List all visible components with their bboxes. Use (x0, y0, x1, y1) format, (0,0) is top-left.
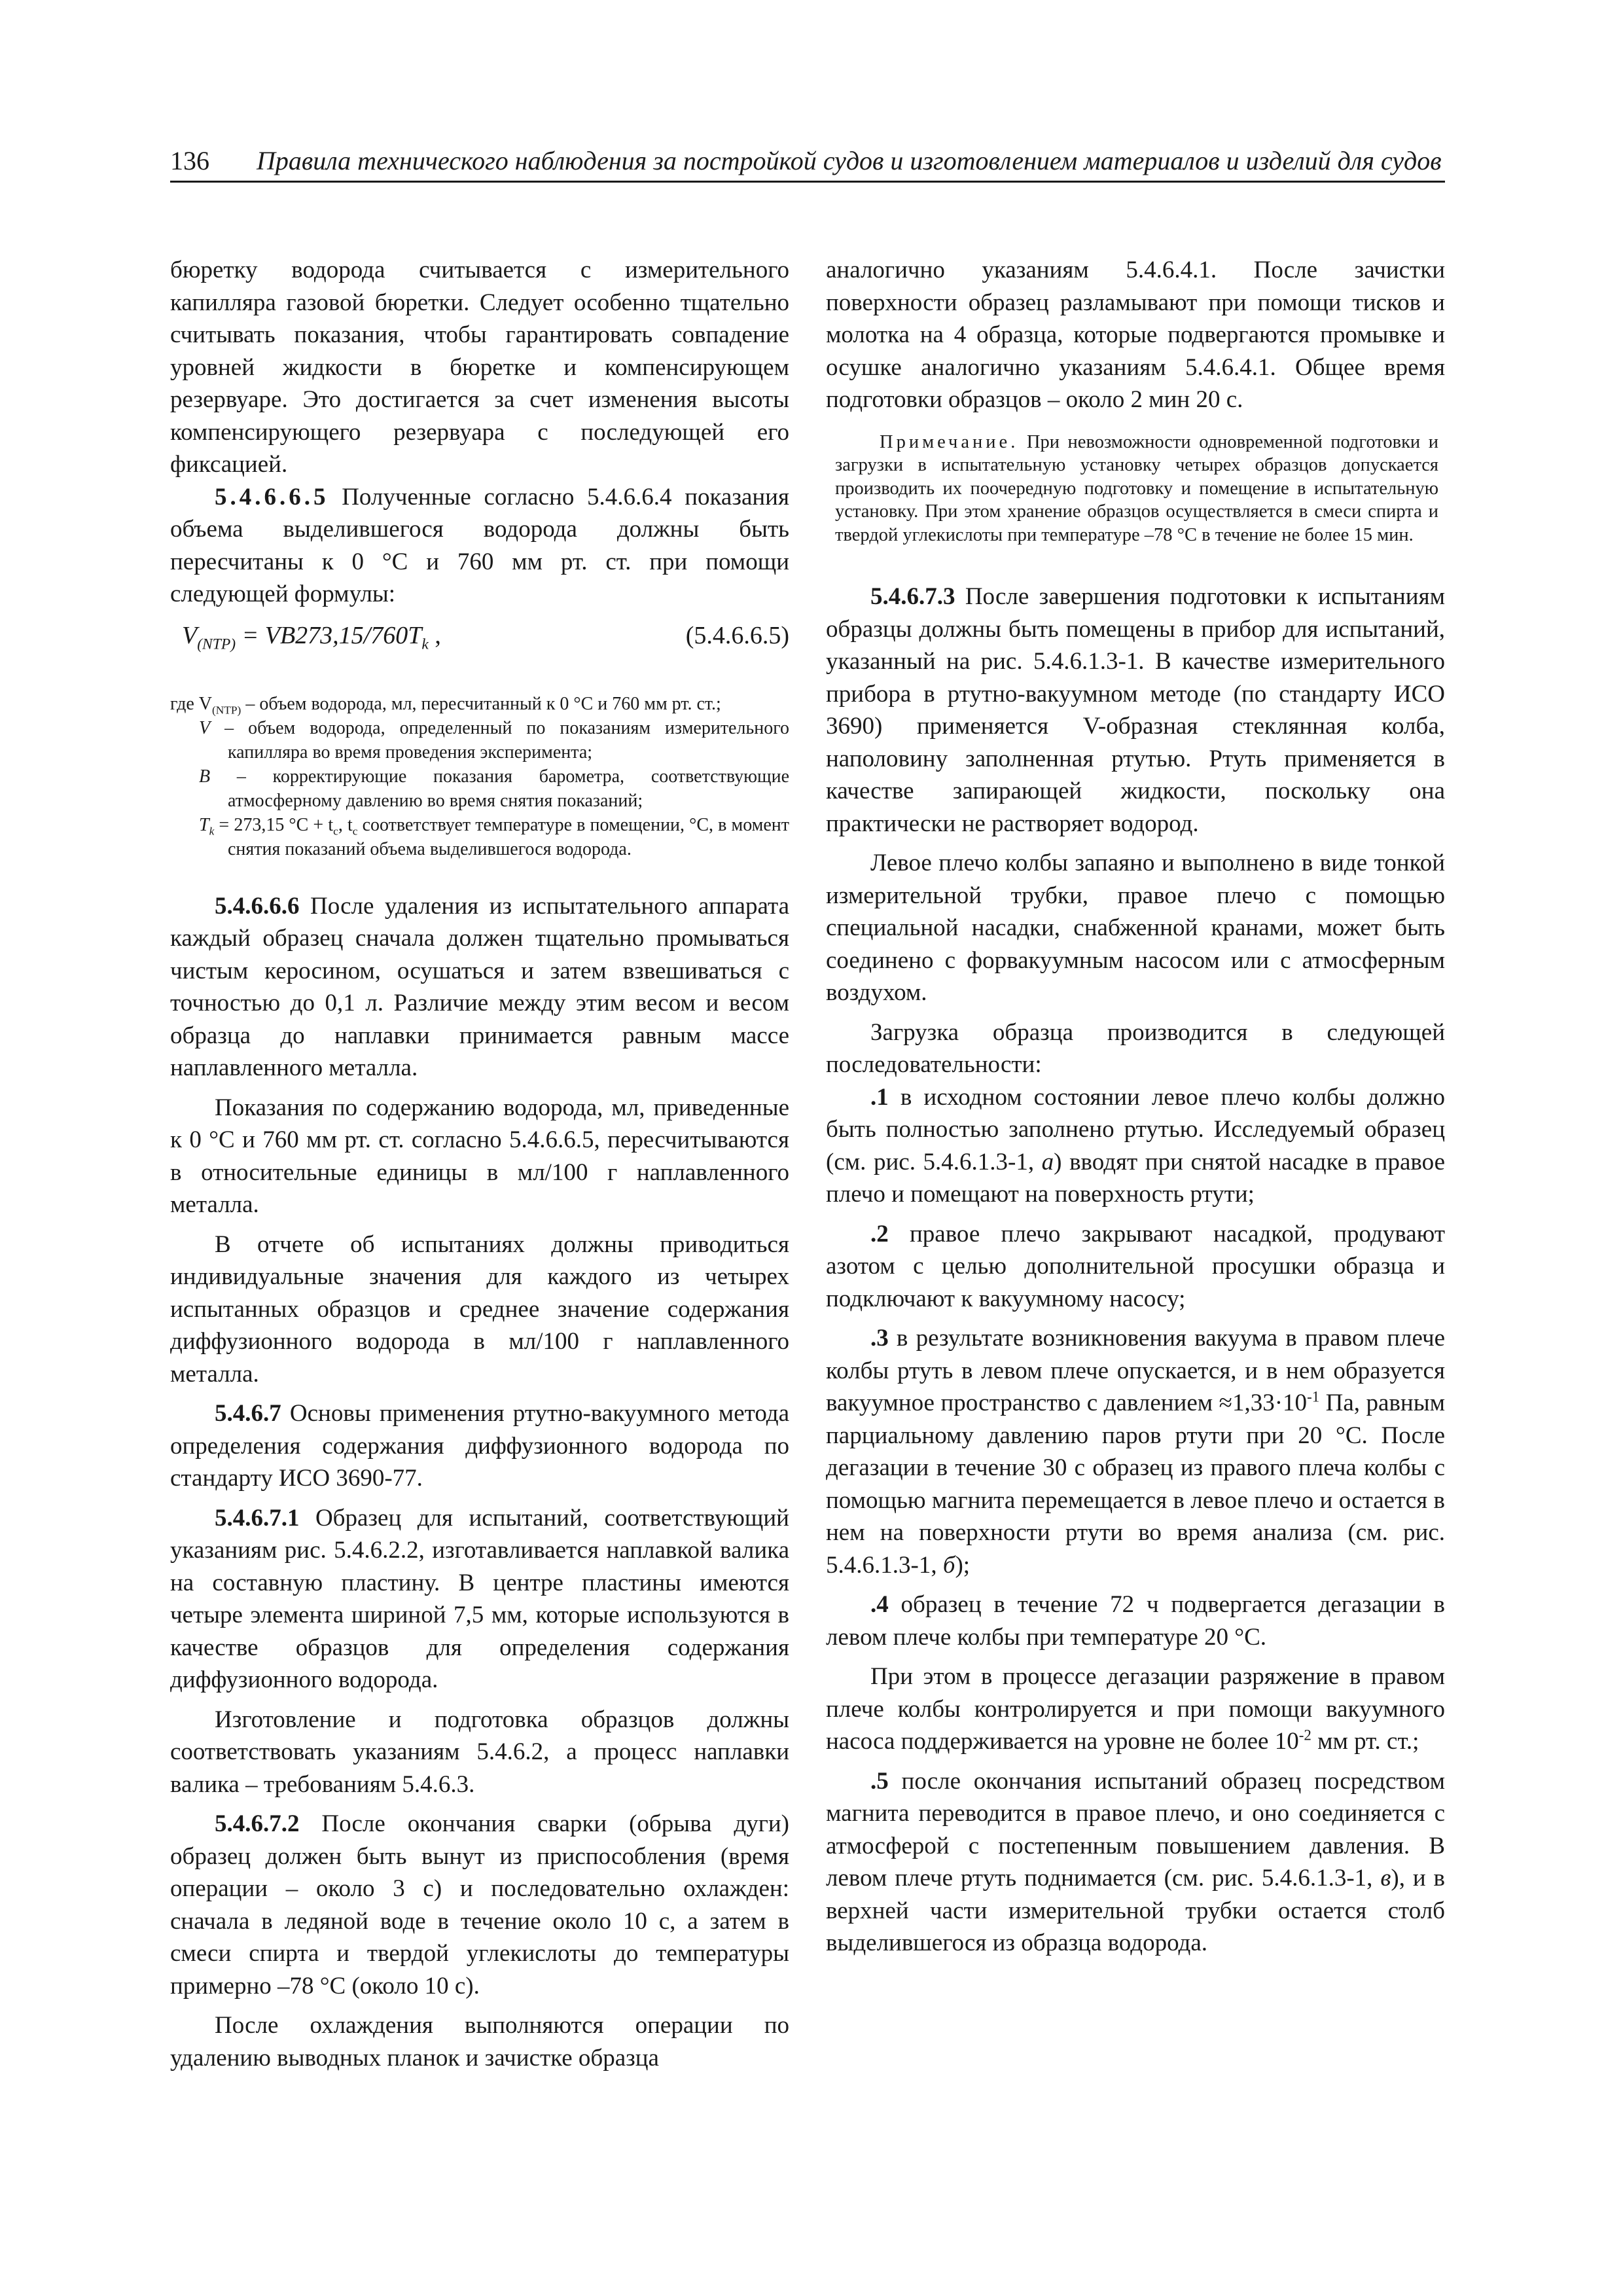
paragraph: аналогично указаниям 5.4.6.4.1. После зачистки поверхности образец разламывают при помощи тисков и молотка на 4 образца, которые подвергаются промывке и осушке аналогично указаниям 5.4.6.4.1. Общее время подготовки образцов – около 2 мин 20 с. (826, 257, 1445, 413)
page-number: 136 (170, 146, 209, 175)
list-item: .2 правое плечо закрывают насадкой, продувают азотом с целью дополнительной просушки образца и подключают к вакуумному насосу; (826, 1220, 1445, 1312)
legend-row: $T_k = 273,15$ $^\circ С + t_с$, $t_с$ соответствует температуре в помещении, °С, в момент снятия показаний объема выделившегося водорода. (199, 814, 790, 859)
paragraph: В отчете об испытаниях должны приводиться индивидуальные значения для каждого из четырех испытанных образцов и среднее значение содержания диффузионного водорода в мл/100 г наплавленного металла. (170, 1230, 789, 1388)
section-number: 5.4.6.6.6 (215, 892, 300, 920)
section-number: 5.4.6.7.2 (215, 1810, 300, 1837)
section-5.4.6.7.3: 5.4.6.7.3 После завершения подготовки к испытаниям образцы должны быть помещены в прибор для испытаний, указанный на рис. 5.4.6.1.3-1. В качестве измерительного прибора в ртутно-вакуумном методе (по стандарту ИСО 3690) применяется V-образная стеклянная колба, наполовину заполненная ртутью. Ртуть применяется в качестве запирающей жидкости, поскольку она практически не растворяет водород. (826, 583, 1445, 837)
paragraph: бюретку водорода считывается с измерительного капилляра газовой бюретки. Следует особенно тщательно считывать показания, чтобы гарантировать совпадение уровней жидкости в бюретке и компенсирующем резервуаре. Это достигается за счет изменения высоты компенсирующего резервуара с последующей его фиксацией. (170, 257, 789, 478)
section-number: 5.4.6.7.3 (870, 583, 955, 610)
paragraph: Изготовление и подготовка образцов должны соответствовать указаниям 5.4.6.2, а процесс наплавки валика – требованиям 5.4.6.3. (170, 1706, 789, 1798)
list-item: .3 в результате возникновения вакуума в правом плече колбы ртуть в левом плече опускается, и в нем образуется вакуумное пространство с давлением $\approx 1,33\cdot 10^{-1}$ Па, равным парциальному давлению паров ртути при 20 °С. После дегазации в течение 30 с образец из правого плеча колбы с помощью магнита перемещается в левое плечо и остается в нем на поверхности ртути во время анализа (см. рис. 5.4.6.1.3-1, б); (826, 1325, 1445, 1579)
formula-legend (170, 692, 789, 861)
formula-expression: $V_{(NTP)} = VB273,15/760T_k$ , (182, 621, 441, 653)
legend-row: B – корректирующие показания барометра, соответствующие атмосферному давлению во время снятия показаний; (199, 766, 789, 811)
section-5.4.6.7.1: 5.4.6.7.1 Образец для испытаний, соответствующий указаниям рис. 5.4.6.2.2, изготавливается наплавкой валика на составную пластину. В центре пластины имеются четыре элемента шириной 7,5 мм, которые используются в качестве образцов для определения содержания диффузионного водорода. (170, 1504, 789, 1693)
paragraph: Левое плечо колбы запаяно и выполнено в виде тонкой измерительной трубки, правое плечо с помощью специальной насадки, снабженной кранами, может быть соединено с форвакуумным насосом или с атмосферным воздухом. (826, 850, 1445, 1006)
list-item: .1 в исходном состоянии левое плечо колбы должно быть полностью заполнено ртутью. Исследуемый образец (см. рис. 5.4.6.1.3-1, а) вводят при снятой насадке в правое плечо и помещают на поверхность ртути; (826, 1083, 1445, 1208)
section-number: 5.4.6.7.1 (215, 1504, 300, 1532)
list-item: .5 после окончания испытаний образец посредством магнита переводится в правое плечо, и оно соединяется с атмосферой с постепенным повышением давления. В левом плече ртуть поднимается (см. рис. 5.4.6.1.3-1, в), и в верхней части измерительной трубки остается столб выделившегося из образца водорода. (826, 1767, 1446, 1956)
legend-row: V – объем водорода, определенный по показаниям измерительного капилляра во время проведения эксперимента; (199, 717, 789, 762)
header-rule (170, 181, 1445, 183)
list-item: .4 образец в течение 72 ч подвергается дегазации в левом плече колбы при температуре 20 °С. (826, 1591, 1445, 1651)
running-title: Правила технического наблюдения за постройкой судов и изготовлением материалов и изделий для судов (257, 146, 1442, 175)
section-5.4.6.7: 5.4.6.7 Основы применения ртутно-вакуумного метода определения содержания диффузионного водорода по стандарту ИСО 3690-77. (170, 1400, 789, 1492)
section-5.4.6.6.5: 5.4.6.6.5 Полученные согласно 5.4.6.6.4 показания объема выделившегося водорода должны быть пересчитаны к 0 °С и 760 мм рт. ст. при помощи следующей формулы: (170, 483, 789, 607)
formula-number: (5.4.6.6.5) (685, 621, 789, 649)
running-header (170, 143, 1445, 179)
right-column (826, 254, 1445, 1960)
section-5.4.6.7.2: 5.4.6.7.2 После окончания сварки (обрыва дуги) образец должен быть вынут из приспособления (время операции – около 3 с) и последовательно охлажден: сначала в ледяной воде в течение около 10 с, а затем в смеси спирта и твердой углекислоты до температуры примерно –78 °С (около 10 с). (170, 1810, 789, 2000)
section-number: 5.4.6.7 (215, 1400, 281, 1427)
formula (170, 620, 789, 660)
left-column (170, 254, 789, 2074)
note-block: Примечание. При невозможности одновременной подготовки и загрузки в испытательную установку четырех образцов допускается производить их поочередную подготовку и помещение в испытательную установку. При этом хранение образцов осуществляется в смеси спирта и твердой углекислоты при температуре –78 °С в течение не более 15 мин. (835, 431, 1438, 545)
paragraph: Показания по содержанию водорода, мл, приведенные к 0 °С и 760 мм рт. ст. согласно 5.4.6.6.5, пересчитываются в относительные единицы в мл/100 г наплавленного металла. (170, 1094, 789, 1218)
note-label: Примечание. (880, 431, 1019, 452)
section-number: 5.4.6.6.5 (215, 483, 329, 511)
section-5.4.6.6.6: 5.4.6.6.6 После удаления из испытательного аппарата каждый образец сначала должен тщательно промываться чистым керосином, осушаться и затем взвешиваться с точностью до 0,1 л. Различие между этим весом и весом образца до наплавки принимается равным массе наплавленного металла. (170, 892, 789, 1081)
paragraph: После охлаждения выполняются операции по удалению выводных планок и зачистке образца (170, 2012, 789, 2072)
paragraph: При этом в процессе дегазации разряжение в правом плече колбы контролируется и при помощи вакуумного насоса поддерживается на уровне не более $10^{-2}$ мм рт. ст.; (826, 1663, 1445, 1755)
legend-row: где $V_{(NTP)}$ – объем водорода, мл, пересчитанный к 0 °С и 760 мм рт. ст.; (170, 693, 721, 717)
paragraph: Загрузка образца производится в следующей последовательности: (826, 1018, 1445, 1078)
